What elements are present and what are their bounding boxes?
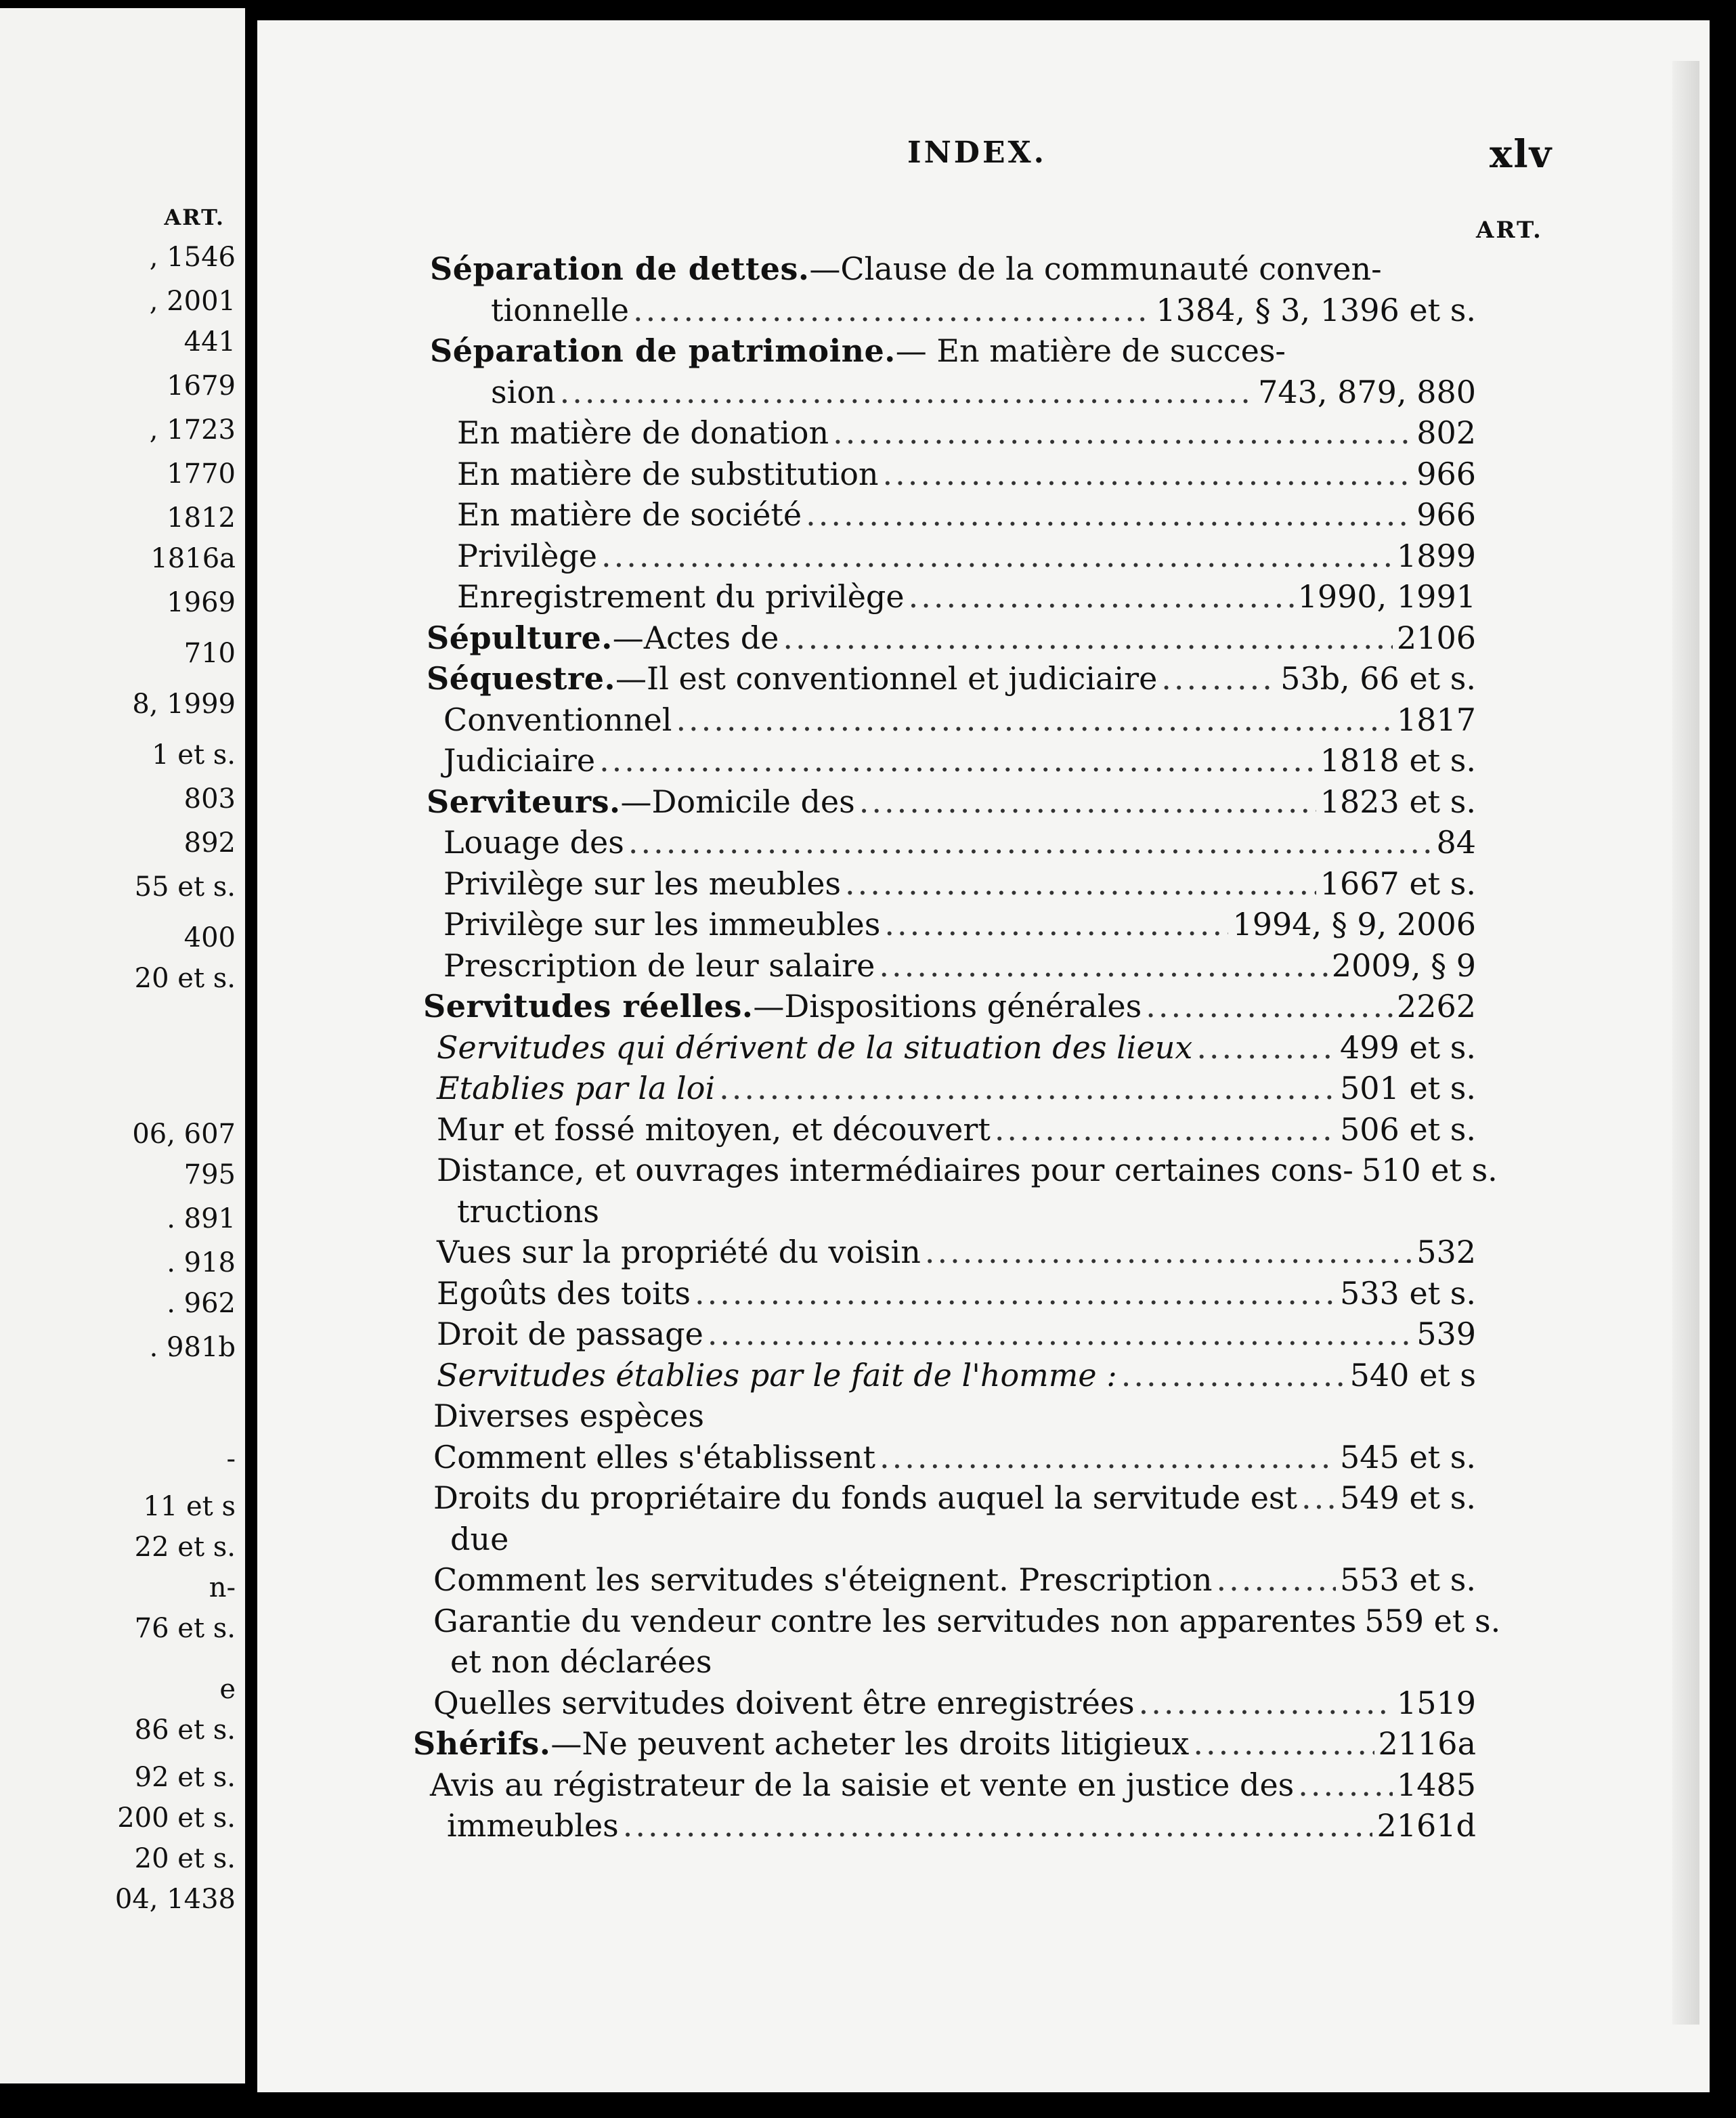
left-article-number: 803 (183, 783, 236, 815)
left-article-number: 200 et s. (117, 1802, 236, 1834)
index-text: En matière de société (457, 496, 802, 533)
dot-leader (880, 1439, 1336, 1475)
index-text: tructions (457, 1192, 599, 1230)
dot-leader (1196, 1029, 1336, 1066)
left-article-number: 710 (183, 638, 236, 669)
index-text: — En matière de succes- (895, 332, 1286, 369)
dot-leader (623, 1807, 1373, 1844)
index-text: tionnelle (491, 291, 630, 328)
index-text: En matière de donation (457, 414, 829, 451)
dot-leader (599, 742, 1316, 779)
index-entry (433, 1561, 1476, 1599)
index-entry (433, 1602, 1501, 1641)
index-text: —Actes de (612, 619, 779, 656)
index-entry (443, 947, 1476, 985)
dot-leader (925, 1234, 1412, 1270)
index-text: Egoûts des toits (437, 1274, 691, 1312)
left-article-number: . 891 (167, 1203, 236, 1234)
page-edge-shadow (1672, 61, 1699, 2025)
dot-leader (883, 456, 1413, 492)
index-entry (430, 251, 1476, 288)
article-reference: 533 et s. (1340, 1274, 1476, 1312)
index-text: —Domicile des (620, 783, 855, 820)
index-entry (437, 1152, 1498, 1190)
dot-leader (833, 414, 1412, 451)
index-entry (457, 414, 1476, 452)
index-entry (437, 1357, 1476, 1395)
article-reference: 2262 (1396, 988, 1476, 1024)
article-reference: 532 (1416, 1234, 1476, 1270)
left-article-number: 400 (183, 922, 236, 953)
article-reference: 501 et s. (1340, 1070, 1476, 1106)
page-number: xlv (1490, 132, 1553, 177)
index-text: Prescription de leur salaire (443, 947, 875, 984)
index-entry (443, 824, 1476, 862)
article-reference: 1519 (1396, 1684, 1476, 1721)
article-reference: 1817 (1396, 701, 1476, 738)
page-gutter (245, 0, 257, 2118)
index-text: —Ne peuvent acheter les droits litigieux (550, 1725, 1190, 1762)
right-page (257, 20, 1710, 2092)
left-article-number: 795 (183, 1159, 236, 1190)
index-text: Avis au régistrateur de la saisie et vente en justice des (430, 1766, 1295, 1803)
index-text: Vues sur la propriété du voisin (437, 1234, 921, 1270)
index-entry (443, 865, 1476, 903)
left-article-number: 22 et s. (134, 1532, 236, 1563)
left-article-number: , 1546 (149, 242, 236, 273)
index-heading: Séparation de dettes. (430, 251, 810, 287)
left-article-number: 892 (183, 827, 236, 859)
left-article-number: , 1723 (149, 414, 236, 446)
article-reference: 549 et s. (1340, 1479, 1476, 1516)
index-text: En matière de substitution (457, 455, 879, 492)
left-article-number: e (219, 1674, 236, 1705)
article-reference: 559 et s. (1364, 1602, 1501, 1639)
index-heading: Serviteurs. (427, 783, 621, 820)
left-article-number: . 962 (167, 1288, 236, 1319)
index-entry (433, 1398, 1476, 1435)
dot-leader (1217, 1561, 1336, 1598)
left-article-number: 86 et s. (134, 1714, 236, 1746)
article-reference: 966 (1416, 455, 1476, 492)
index-entry (457, 1193, 1476, 1231)
article-reference: 1823 et s. (1320, 783, 1476, 820)
dot-leader (560, 374, 1254, 410)
index-entry (427, 660, 1476, 698)
index-text: Privilège (457, 537, 597, 574)
dot-leader (1193, 1725, 1374, 1762)
index-entry (433, 1479, 1476, 1517)
dot-leader (1121, 1357, 1346, 1393)
left-article-number: 20 et s. (134, 1843, 236, 1874)
dot-leader (995, 1111, 1336, 1148)
index-text: Garantie du vendeur contre les servitudes non apparentes (433, 1602, 1357, 1639)
article-reference: 1384, § 3, 1396 et s. (1156, 291, 1476, 328)
dot-leader (909, 578, 1294, 615)
index-heading: Servitudes réelles. (423, 988, 754, 1024)
index-entry (457, 538, 1476, 576)
article-reference: 1994, § 9, 2006 (1232, 906, 1476, 943)
index-text: Comment les servitudes s'éteignent. Prescription (433, 1561, 1213, 1598)
running-head: INDEX. (907, 135, 1047, 170)
article-reference: 743, 879, 880 (1258, 373, 1476, 410)
article-reference: 1485 (1396, 1766, 1476, 1803)
index-entry (437, 1029, 1476, 1067)
index-heading: Séquestre. (427, 660, 616, 697)
index-entry (437, 1275, 1476, 1313)
article-reference: 553 et s. (1340, 1561, 1476, 1598)
dot-leader (633, 292, 1152, 328)
index-entry (491, 292, 1476, 330)
dot-leader (1301, 1479, 1336, 1516)
left-article-number: 1969 (167, 587, 236, 618)
left-article-number: 20 et s. (134, 963, 236, 994)
index-text: Diverses espèces (433, 1398, 704, 1434)
index-text: Comment elles s'établissent (433, 1438, 875, 1475)
index-entry (430, 332, 1476, 370)
dot-leader (708, 1316, 1412, 1352)
index-text: Enregistrement du privilège (457, 578, 905, 615)
index-text: due (450, 1520, 509, 1557)
left-art-label: ART. (164, 204, 225, 230)
left-article-number: 1 et s. (152, 739, 236, 771)
dot-leader (783, 620, 1393, 656)
dot-leader (845, 865, 1316, 902)
left-article-number: n- (209, 1572, 236, 1603)
article-reference: 802 (1416, 414, 1476, 451)
article-reference: 2009, § 9 (1331, 947, 1476, 984)
dot-leader (884, 906, 1228, 943)
left-article-number: 1770 (167, 458, 236, 490)
article-reference: 53b, 66 et s. (1280, 660, 1476, 697)
index-entry (437, 1070, 1476, 1108)
article-reference: 499 et s. (1340, 1029, 1476, 1066)
index-text: Mur et fossé mitoyen, et découvert (437, 1110, 991, 1148)
index-entry (447, 1807, 1476, 1845)
index-entry (427, 620, 1476, 657)
index-heading: Sépulture. (427, 619, 613, 656)
left-article-number: 04, 1438 (114, 1884, 236, 1915)
left-article-number: 11 et s (143, 1491, 236, 1522)
dot-leader (719, 1070, 1336, 1106)
article-reference: 2116a (1378, 1725, 1476, 1762)
index-text: Droit de passage (437, 1316, 703, 1352)
index-text: Etablies par la loi (437, 1070, 716, 1106)
left-article-number: , 2001 (149, 286, 236, 317)
index-text: immeubles (447, 1807, 619, 1844)
article-reference: 539 (1416, 1316, 1476, 1352)
index-entry (450, 1643, 1476, 1681)
dot-leader (601, 538, 1393, 574)
index-entry (413, 1725, 1476, 1763)
index-entry (443, 742, 1476, 780)
article-reference: 510 et s. (1361, 1152, 1498, 1188)
article-reference: 84 (1436, 824, 1476, 861)
article-reference: 1990, 1991 (1297, 578, 1476, 615)
index-text: Judiciaire (443, 742, 596, 779)
dot-leader (879, 947, 1327, 984)
index-text: Privilège sur les immeubles (443, 906, 881, 943)
left-article-number: . 918 (167, 1247, 236, 1278)
article-reference: 1667 et s. (1320, 865, 1476, 902)
dot-leader (1298, 1767, 1393, 1803)
left-article-number: 55 et s. (134, 871, 236, 903)
index-entry (437, 1234, 1476, 1272)
dot-leader (676, 701, 1392, 738)
index-entry (430, 1767, 1476, 1804)
index-entry (433, 1685, 1476, 1723)
index-text: Conventionnel (443, 701, 672, 738)
index-heading: Séparation de patrimoine. (430, 332, 896, 369)
article-reference: 1899 (1396, 537, 1476, 574)
index-entry (457, 578, 1476, 616)
index-text: —Dispositions générales (753, 988, 1142, 1024)
article-reference: 1818 et s. (1320, 742, 1476, 779)
left-article-number: 441 (183, 326, 236, 358)
index-entry (437, 1111, 1476, 1149)
article-reference: 545 et s. (1340, 1438, 1476, 1475)
index-entry (433, 1439, 1476, 1477)
index-entry (491, 374, 1476, 412)
index-entry (457, 456, 1476, 494)
index-entry (450, 1521, 1476, 1559)
dot-leader (1139, 1685, 1393, 1721)
left-article-number: 06, 607 (132, 1119, 236, 1150)
left-article-number: 1816a (150, 543, 236, 574)
index-entry (457, 496, 1476, 534)
index-text: —Clause de la communauté conven- (809, 251, 1382, 287)
index-entry (437, 1316, 1476, 1354)
left-article-number: 1679 (167, 370, 236, 402)
left-article-number: 92 et s. (134, 1762, 236, 1793)
index-entry (443, 701, 1476, 739)
index-entry (443, 906, 1476, 944)
dot-leader (695, 1275, 1336, 1312)
left-page (0, 8, 245, 2083)
left-article-number: 1812 (167, 502, 236, 534)
index-entry (423, 988, 1476, 1026)
art-column-label: ART. (1476, 217, 1543, 244)
dot-leader (806, 496, 1412, 533)
article-reference: 966 (1416, 496, 1476, 533)
left-article-number: 8, 1999 (132, 689, 236, 720)
article-reference: 540 et s (1349, 1356, 1476, 1393)
index-text: Distance, et ouvrages intermédiaires pour certaines cons- (437, 1152, 1353, 1188)
index-text: et non déclarées (450, 1643, 712, 1680)
dot-leader (859, 783, 1316, 820)
index-text: Servitudes qui dérivent de la situation des lieux (437, 1029, 1193, 1066)
index-text: Louage des (443, 824, 624, 861)
index-entry (427, 783, 1476, 821)
left-article-number: 76 et s. (134, 1613, 236, 1644)
left-article-number: . 981b (149, 1332, 236, 1363)
dot-leader (628, 824, 1433, 861)
index-text: Quelles servitudes doivent être enregistrées (433, 1684, 1135, 1721)
index-text: sion (491, 373, 556, 410)
index-text: Servitudes établies par le fait de l'homme : (437, 1356, 1117, 1393)
article-reference: 506 et s. (1340, 1110, 1476, 1148)
dot-leader (1161, 660, 1276, 697)
article-reference: 2161d (1376, 1807, 1476, 1844)
article-reference: 2106 (1396, 619, 1476, 656)
index-text: Privilège sur les meubles (443, 865, 842, 902)
index-text: —Il est conventionnel et judiciaire (615, 660, 1158, 697)
index-heading: Shérifs. (413, 1725, 551, 1762)
index-text: Droits du propriétaire du fonds auquel la servitude est (433, 1479, 1298, 1516)
dot-leader (1146, 988, 1393, 1024)
left-article-number: - (226, 1444, 236, 1475)
